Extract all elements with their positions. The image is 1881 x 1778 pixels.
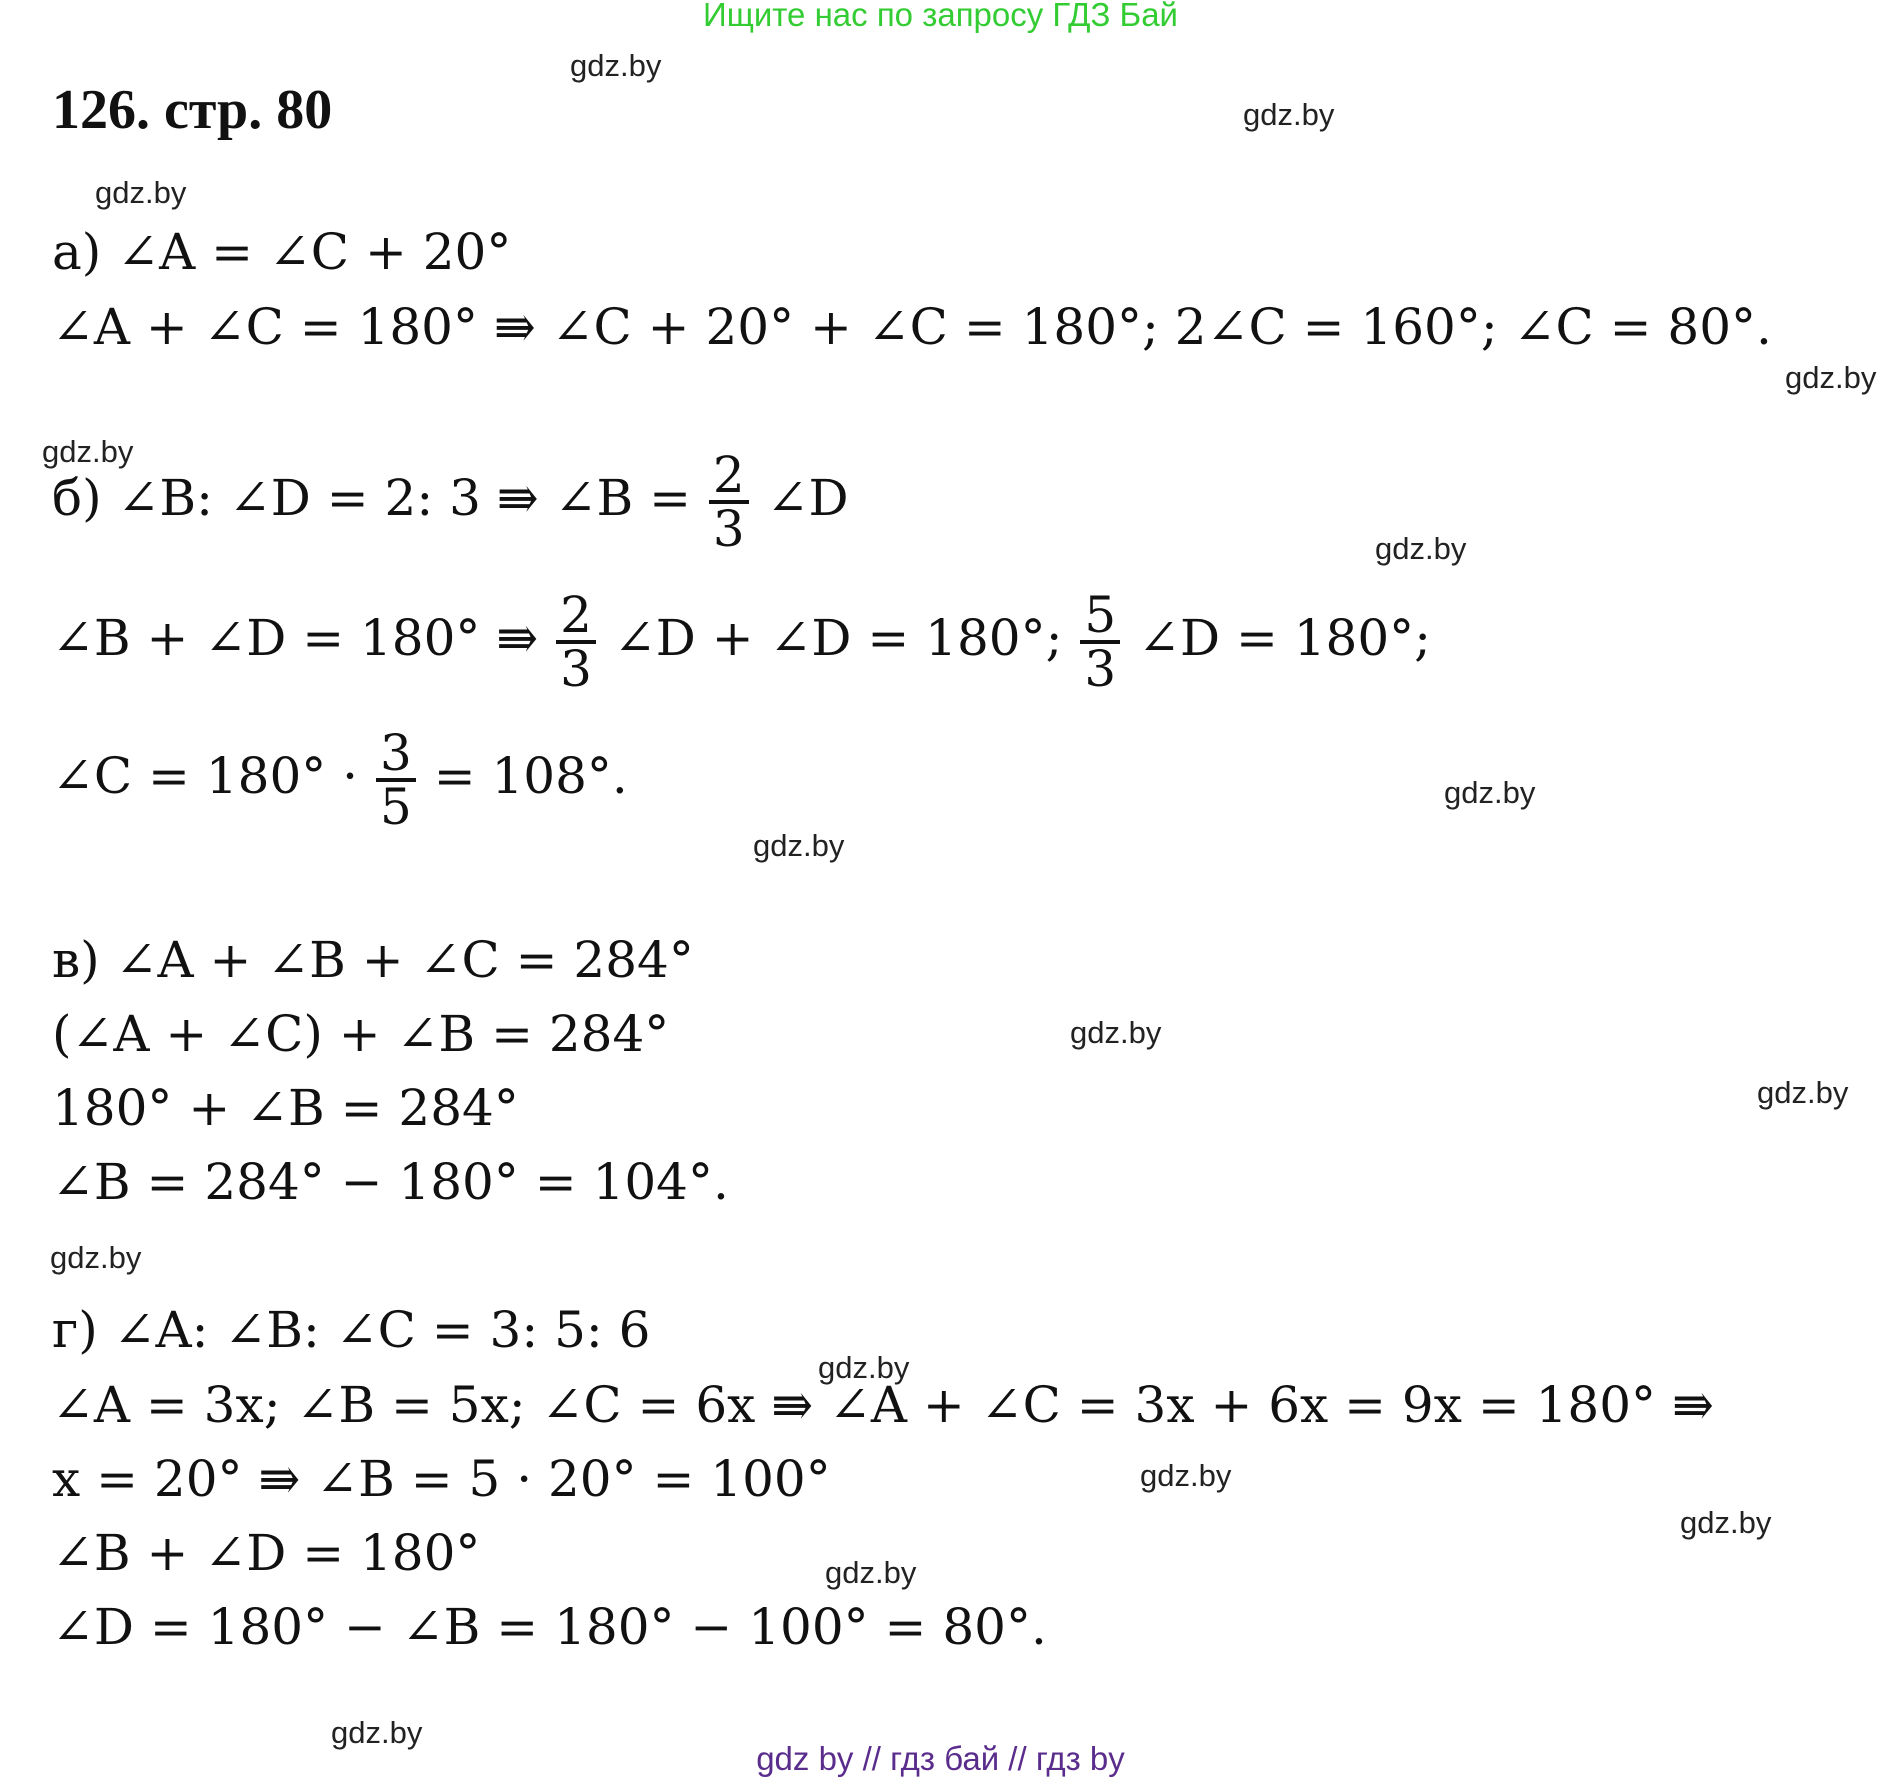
fraction-5-3 <box>1080 586 1120 698</box>
watermark: gdz.by <box>570 48 662 83</box>
fraction-numerator: 2 <box>560 586 592 644</box>
watermark: gdz.by <box>1070 1015 1162 1050</box>
part-g-line-4: ∠B + ∠D = 180° <box>52 1524 481 1582</box>
fraction-2-3 <box>556 586 596 698</box>
part-v-line-4: ∠B = 284° − 180° = 104°. <box>52 1153 729 1211</box>
watermark: gdz.by <box>50 1240 142 1275</box>
watermark: gdz.by <box>1757 1075 1849 1110</box>
part-b-l1-post: ∠D <box>766 469 849 527</box>
part-b-l2-mid: ∠D + ∠D = 180°; <box>613 609 1063 667</box>
fraction-denominator: 3 <box>709 500 749 554</box>
part-b-l3-post: = 108°. <box>433 747 628 805</box>
watermark: gdz.by <box>1375 531 1467 566</box>
part-b-l3-pre: ∠C = 180° · <box>52 747 359 805</box>
watermark: gdz.by <box>1444 775 1536 810</box>
fraction-numerator: 2 <box>712 446 745 504</box>
part-g-line-5: ∠D = 180° − ∠B = 180° − 100° = 80°. <box>52 1598 1047 1656</box>
part-v-line-2: (∠A + ∠C) + ∠B = 284° <box>52 1005 670 1063</box>
watermark: gdz.by <box>1680 1505 1772 1540</box>
watermark: gdz.by <box>331 1715 423 1750</box>
part-b-l2-post: ∠D = 180°; <box>1138 609 1432 667</box>
part-g-line-1: г) ∠A: ∠B: ∠C = 3: 5: 6 <box>52 1301 651 1359</box>
fraction-denominator: 5 <box>376 778 416 832</box>
footer-links: gdz by // гдз бай // гдз by <box>756 1740 1125 1777</box>
part-b-l1-pre: б) ∠B: ∠D = 2: 3 ⇛ ∠B = <box>52 469 692 527</box>
fraction-denominator: 3 <box>556 640 596 694</box>
watermark: gdz.by <box>1785 360 1877 395</box>
part-g-line-2: ∠A = 3x; ∠B = 5x; ∠C = 6x ⇛ ∠A + ∠C = 3x + 6x = 9x = 180° ⇛ <box>52 1376 1714 1434</box>
watermark: gdz.by <box>753 828 845 863</box>
part-a-line-1: а) ∠A = ∠C + 20° <box>52 223 512 281</box>
watermark: gdz.by <box>1243 97 1335 132</box>
fraction-3-5 <box>376 724 416 836</box>
fraction-denominator: 3 <box>1080 640 1120 694</box>
part-b-line-2 <box>52 586 1432 698</box>
part-v-line-1: в) ∠A + ∠B + ∠C = 284° <box>52 931 694 989</box>
fraction-numerator: 5 <box>1084 586 1117 644</box>
part-v-line-3: 180° + ∠B = 284° <box>52 1079 519 1137</box>
part-b-l2-pre: ∠B + ∠D = 180° ⇛ <box>52 609 539 667</box>
page-title: 126. стр. 80 <box>52 79 333 141</box>
watermark: gdz.by <box>95 175 187 210</box>
part-b-line-3 <box>52 724 628 836</box>
part-a-line-2: ∠A + ∠C = 180° ⇛ ∠C + 20° + ∠C = 180°; 2∠C = 160°; ∠C = 80°. <box>52 298 1772 356</box>
part-g-line-3: x = 20° ⇛ ∠B = 5 · 20° = 100° <box>52 1450 831 1508</box>
watermark: gdz.by <box>825 1555 917 1590</box>
fraction-numerator: 3 <box>379 724 412 782</box>
watermark: gdz.by <box>1140 1458 1232 1493</box>
fraction-2-3 <box>709 446 749 558</box>
watermark: gdz.by <box>818 1350 910 1385</box>
site-banner: Ищите нас по запросу ГДЗ Бай <box>703 0 1178 33</box>
watermark: gdz.by <box>42 434 134 469</box>
